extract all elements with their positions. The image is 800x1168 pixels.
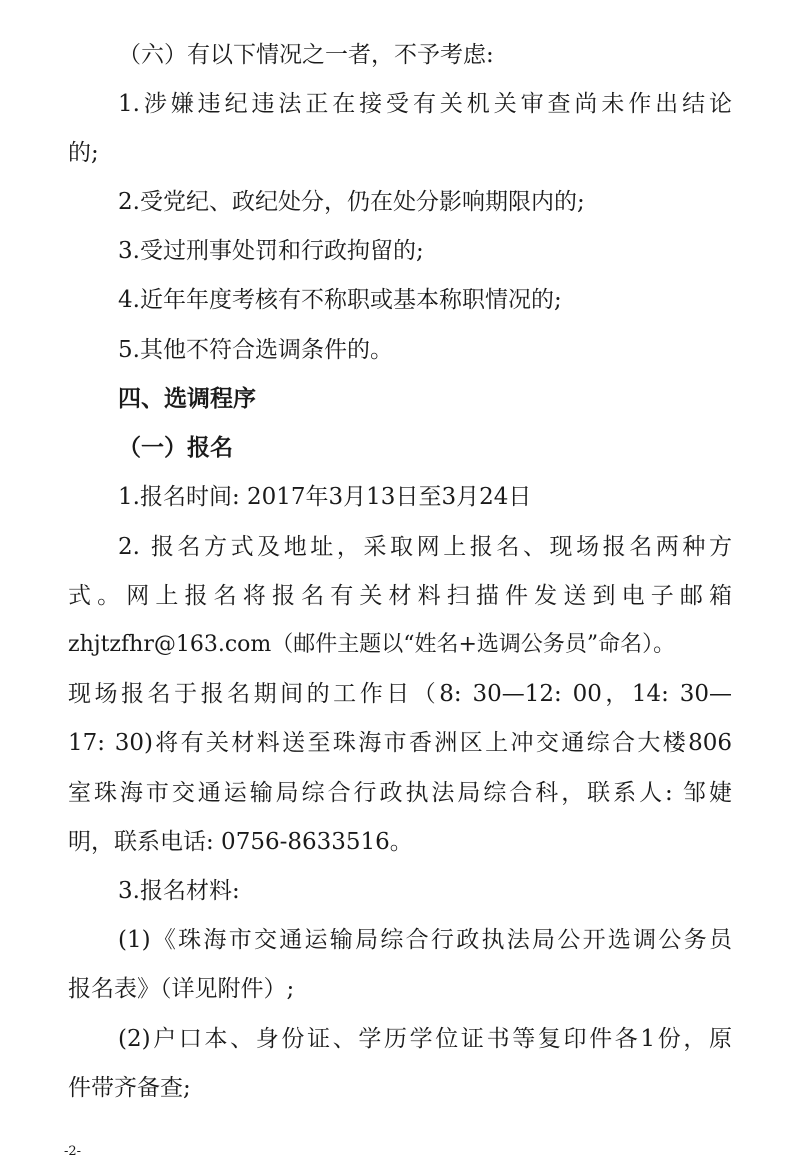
text-line: （六）有以下情况之一者，不予考虑: (118, 42, 494, 68)
text-line: 17: 30)将有关材料送至珠海市香洲区上冲交通综合大楼806 (68, 730, 732, 756)
text-line: (2)户口本、身份证、学历学位证书等复印件各1份，原 (118, 1026, 732, 1052)
page-number: -2- (64, 1144, 82, 1159)
text-line: 1.涉嫌违纪违法正在接受有关机关审查尚未作出结论 (118, 91, 732, 117)
text-line: 3.报名材料: (118, 878, 240, 904)
text-line: 2. 报名方式及地址，采取网上报名、现场报名两种方 (118, 534, 732, 560)
subsection-heading: （一）报名 (118, 434, 233, 461)
text-line: 式。网上报名将报名有关材料扫描件发送到电子邮箱 (68, 583, 732, 609)
text-line: (1)《珠海市交通运输局综合行政执法局公开选调公务员 (118, 927, 732, 953)
section-heading: 四、选调程序 (118, 385, 256, 412)
text-line: 明，联系电话: 0756-8633516。 (68, 829, 413, 855)
text-line: 报名表》（详见附件）; (68, 976, 295, 1002)
text-line: 2.受党纪、政纪处分，仍在处分影响期限内的; (118, 189, 585, 215)
text-line: 的; (68, 140, 99, 166)
text-line: 4.近年年度考核有不称职或基本称职情况的; (118, 287, 562, 313)
text-line: 1.报名时间: 2017年3月13日至3月24日 (118, 484, 532, 510)
text-line: 3.受过刑事处罚和行政拘留的; (118, 238, 424, 264)
text-line: 现场报名于报名期间的工作日（8: 30—12: 00，14: 30— (68, 681, 732, 707)
text-line: 5.其他不符合选调条件的。 (118, 337, 393, 363)
text-line: 室珠海市交通运输局综合行政执法局综合科，联系人: 邹婕 (68, 780, 732, 806)
email-line: zhjtzfhr@163.com（邮件主题以“姓名+选调公务员”命名）。 (68, 632, 676, 657)
text-line: 件带齐备查; (68, 1075, 191, 1101)
